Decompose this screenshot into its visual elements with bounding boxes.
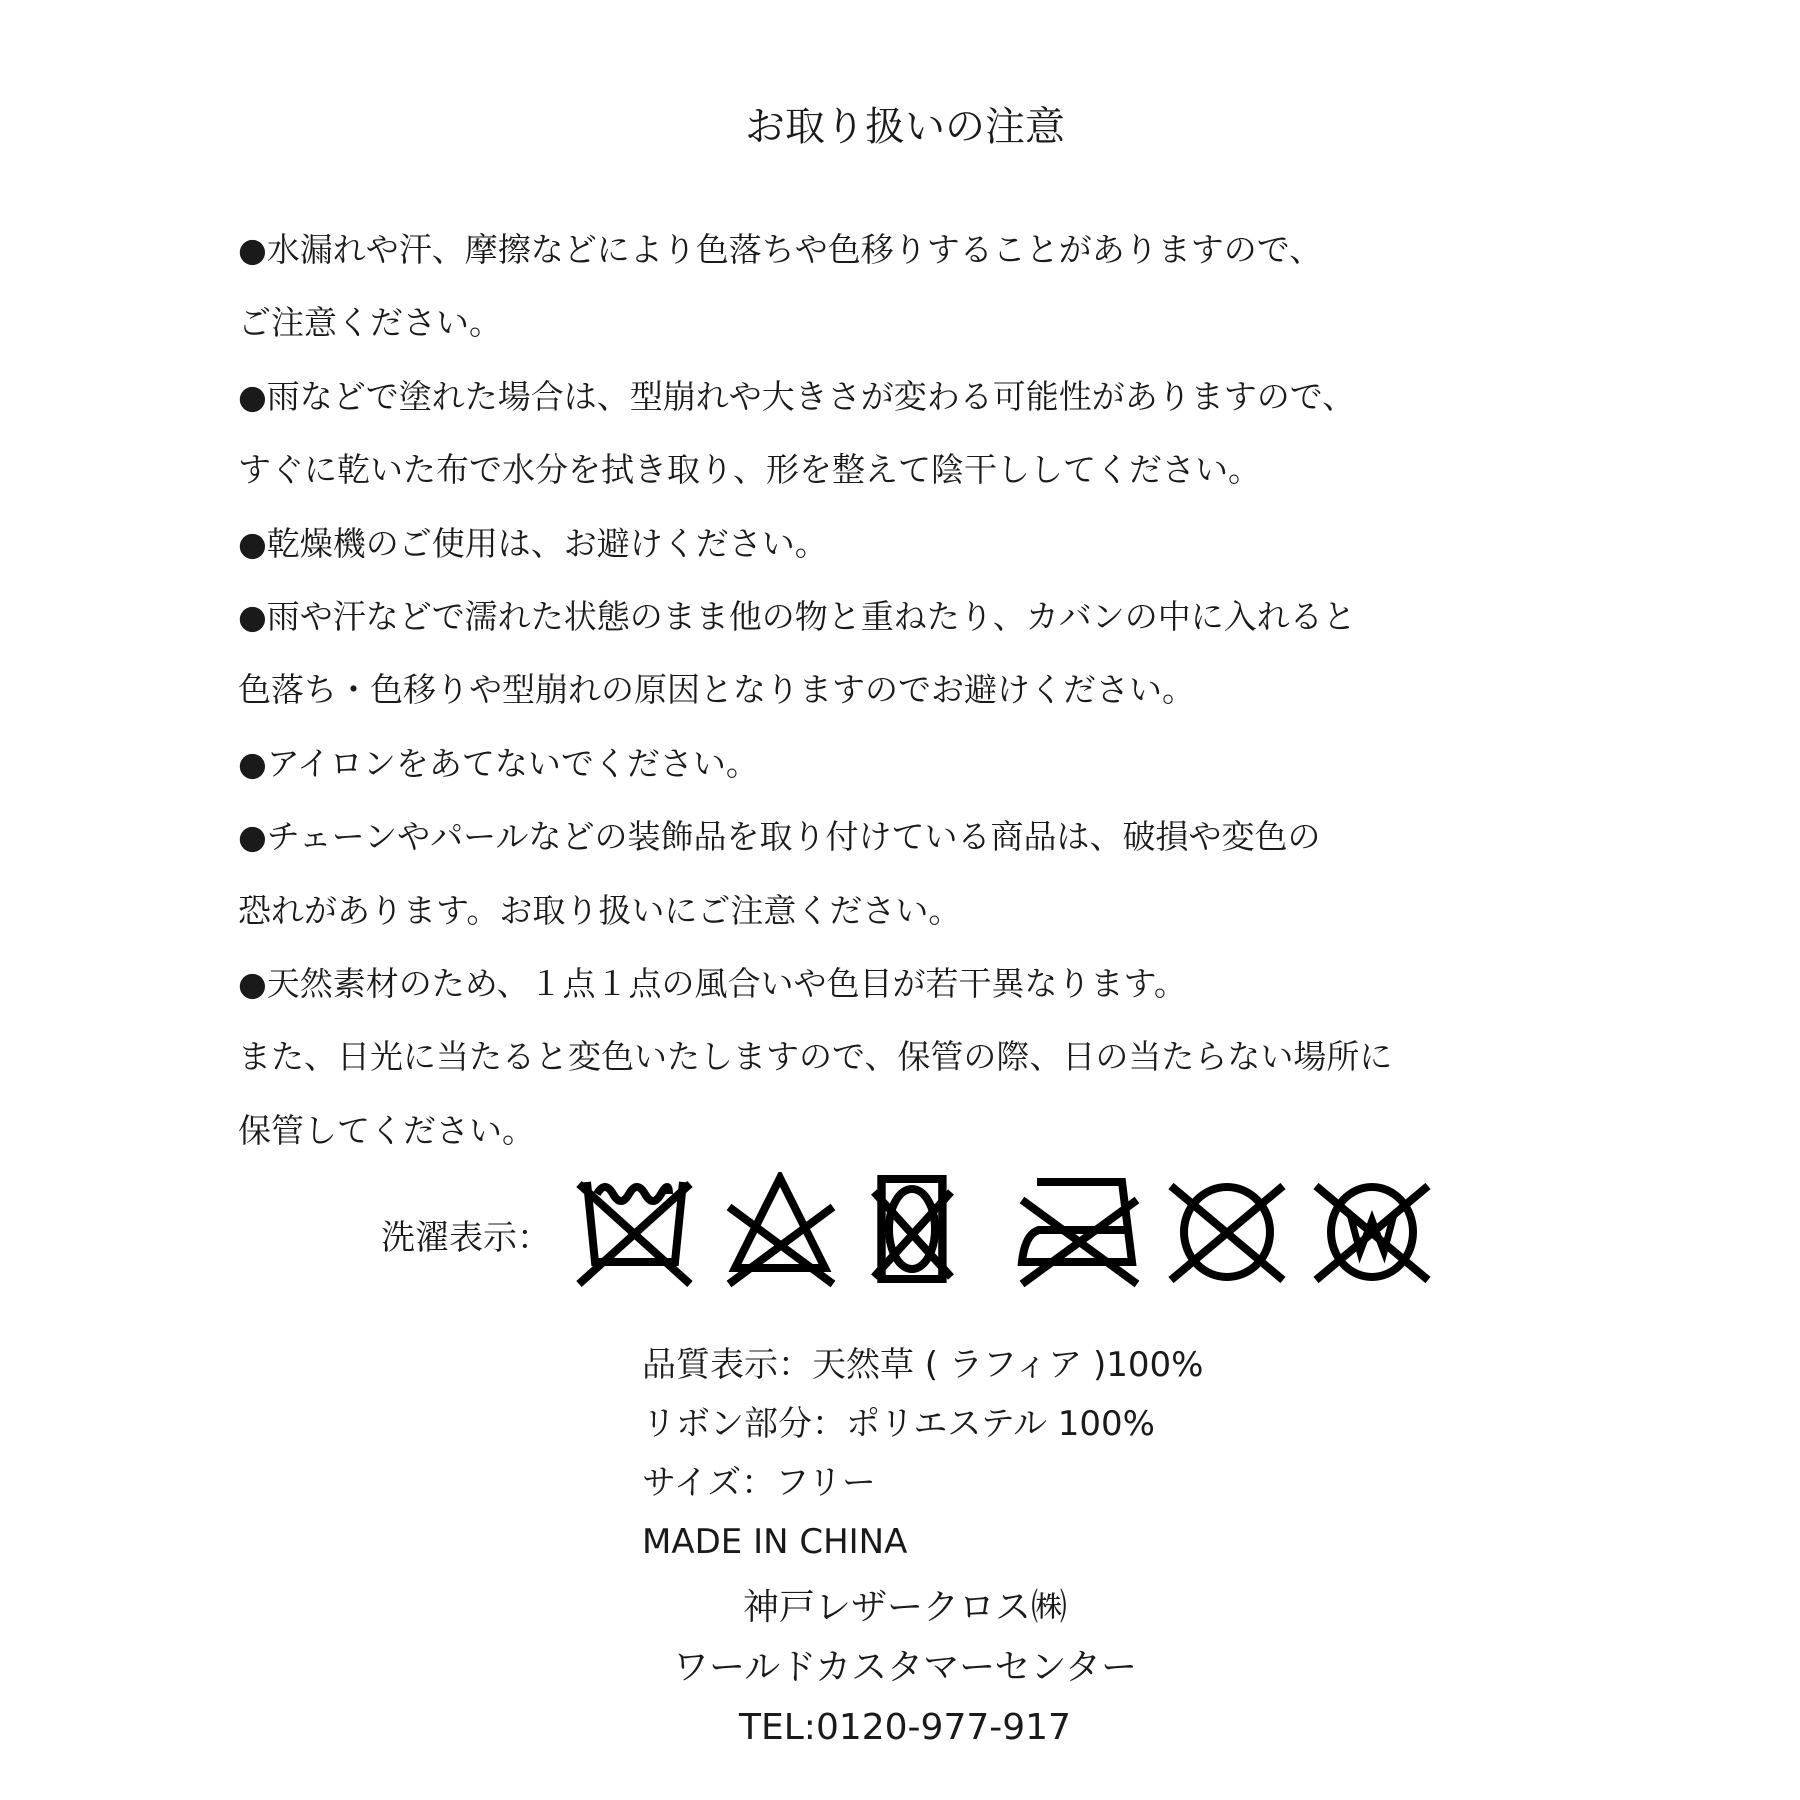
note-line: また、日光に当たると変色いたしますので、保管の際、日の当たらない場所に bbox=[238, 1037, 1393, 1077]
note-line: ●アイロンをあてないでください。 bbox=[238, 743, 759, 783]
product-info bbox=[642, 1336, 1203, 1572]
material-text: 品質表示：天然草 ( ラフィア )100% bbox=[642, 1345, 1204, 1385]
note-line: ご注意ください。 bbox=[238, 303, 502, 343]
note-line: ●チェーンやパールなどの装飾品を取り付けている商品は、破損や変色の bbox=[238, 817, 1321, 857]
note-line: 保管してください。 bbox=[238, 1110, 535, 1150]
note-line: 色落ち・色移りや型崩れの原因となりますのでお避けください。 bbox=[238, 670, 1195, 710]
no-iron-icon bbox=[1017, 1172, 1157, 1292]
note-line: ●水漏れや汗、摩擦などにより色落ちや色移りすることがありますので、 bbox=[238, 230, 1323, 269]
customer-center: ワールドカスタマーセンター bbox=[672, 1647, 1138, 1688]
phone-number: TEL:0120-977-917 bbox=[739, 1707, 1071, 1748]
note-line: ●天然素材のため、１点１点の風合いや色目が若干異なります。 bbox=[238, 963, 1187, 1003]
no-wet-clean-icon bbox=[1310, 1172, 1440, 1292]
no-tumble-dry-icon bbox=[871, 1172, 1001, 1297]
company-info bbox=[0, 1578, 1800, 1758]
note-line: 恐れがあります。お取り扱いにご注意ください。 bbox=[238, 890, 962, 930]
care-notes bbox=[238, 213, 1392, 1167]
no-dry-clean-icon bbox=[1165, 1172, 1295, 1292]
note-line: ●乾燥機のご使用は、お避けください。 bbox=[238, 523, 828, 563]
wash-label: 洗濯表示： bbox=[381, 1218, 551, 1258]
no-bleach-icon bbox=[723, 1172, 853, 1292]
no-wash-icon bbox=[575, 1172, 705, 1292]
note-line: すぐに乾いた布で水分を拭き取り、形を整えて陰干ししてください。 bbox=[238, 450, 1261, 490]
note-line: ●雨や汗などで濡れた状態のまま他の物と重ねたり、カバンの中に入れると bbox=[238, 596, 1356, 636]
ribbon-material-text: リボン部分：ポリエステル 100% bbox=[642, 1404, 1155, 1444]
origin-text: MADE IN CHINA bbox=[642, 1522, 908, 1562]
note-line: ●雨などで塗れた場合は、型崩れや大きさが変わる可能性がありますので、 bbox=[238, 376, 1356, 416]
page-title: お取り扱いの注意 bbox=[745, 104, 1065, 150]
size-text: サイズ：フリー bbox=[642, 1463, 876, 1503]
company-name: 神戸レザークロス㈱ bbox=[742, 1587, 1067, 1628]
